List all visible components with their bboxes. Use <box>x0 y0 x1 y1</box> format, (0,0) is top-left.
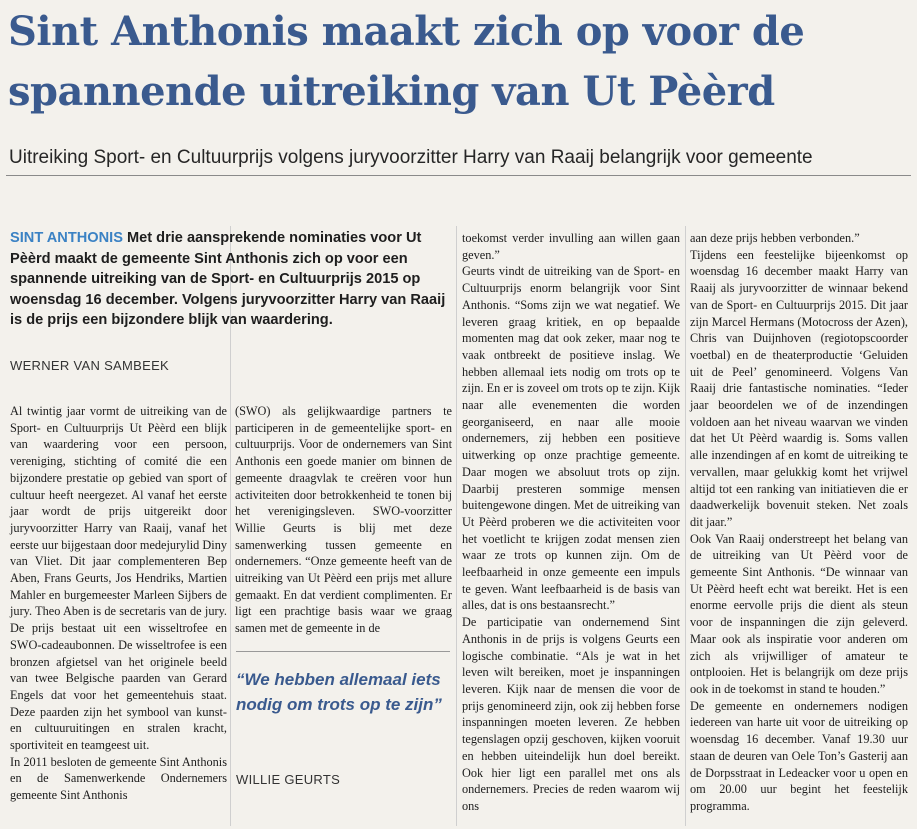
subheadline: Uitreiking Sport- en Cultuurprijs volgens juryvoorzitter Harry van Raaij belangrijk voor gemeente <box>9 147 813 168</box>
column-divider <box>456 226 457 826</box>
paragraph: aan deze prijs hebben verbonden.” <box>690 231 860 245</box>
top-divider <box>6 175 911 176</box>
dateline-place: SINT ANTHONIS <box>10 230 123 246</box>
intro-paragraph <box>10 228 450 331</box>
article-column-4 <box>690 230 908 815</box>
byline: WERNER VAN SAMBEEK <box>10 358 170 373</box>
quote-divider <box>236 651 450 652</box>
column-divider <box>685 226 686 826</box>
paragraph: Tijdens een feestelijke bijeenkomst op woensdag 16 december maakt Harry van Raaij als juryvoorzitter de winnaar bekend van de Sport- en Cultuurprijs 2015. Dit jaar zijn Marcel Hermans (Motocross der Azen), Chris van Duijnhoven (regiotopscoorder voetbal) en de theaterproductie ‘Geluiden uit de Peel’ genomineerd. Volgens Van Raaij drie fantastische nominaties. “Ieder jaar beoordelen we of de inzendingen voldoen aan het niveau waarvan we vinden dat het Ut Pèèrd waardig is. Soms vallen alle inzendingen af en komt de uitreiking te vervallen, maar gelukkig komt het vrijwel altijd tot een ranking van initiatieven die er daadwerkelijk bovenuit steken. Net zoals dit jaar.” <box>690 247 908 529</box>
intro-text: Met drie aansprekende nominaties voor Ut Pèèrd maakt de gemeente Sint Anthonis zich op voor een spannende uitreiking van de Sport- en Cultuurprijs 2015 op woensdag 16 december. Volgens juryvoorzitter Harry van Raaij is de prijs een bijzondere blijk van waardering. <box>10 230 446 329</box>
article-column-2 <box>235 403 452 637</box>
paragraph: Al twintig jaar vormt de uitreiking van de Sport- en Cultuurprijs Ut Pèèrd een blijk van waardering voor een persoon, vereniging, stichting of comité die een bijzondere prestatie op gebied van sport of cultuur heeft neergezet. Al vanaf het eerste jaar wordt de prijs uitgereikt door juryvoorzitter Harry van Raaij, vanaf het eerste uur bijgestaan door medejurylid Diny van Vliet. Dit jaar complementeren Bep Aben, Frans Geurts, Jos Hendriks, Martien Mahler en burgemeester Marleen Sijbers de jury. Theo Aben is de secretaris van de jury. De prijs bestaat uit een wisseltrofee en SWO-cadeaubonnen. De wisseltrofee is een bronzen afgietsel van het originele beeld van twee Belgische paarden van Gerard Engels dat voor het gemeentehuis staat. Deze paarden zijn het symbool van kunst- en cultuuruitingen en stralen kracht, sportiviteit en teamgeest uit. <box>10 404 227 753</box>
paragraph: Geurts vindt de uitreiking van de Sport- en Cultuurprijs enorm belangrijk voor Sint Anthonis. “Soms zijn we wat negatief. We leveren graag kritiek, en op bepaalde momenten mag dat ook zeker, maar nog te vaak ontbreekt de positieve inslag. We hebben allemaal iets nodig om trots op te zijn. En er is zoveel om trots op te zijn. Kijk naar alle evenementen die worden georganiseerd, en naar alle mooie ondernemers, zij hebben een positieve uitwerking op onze prachtige gemeente. Daar mogen we absoluut trots op zijn. Daarbij presteren sommige mensen buitengewone dingen. Met de uitreiking van Ut Pèèrd proberen we die activiteiten voor het voetlicht te krijgen zodat mensen zien waar ze trots op kunnen zijn. Om de leefbaarheid in onze gemeente een impuls te geven. Want leefbaarheid is de basis van alles, dat is ons bestaansrecht.” <box>462 264 680 613</box>
article-column-3 <box>462 230 680 815</box>
pull-quote-attribution: WILLIE GEURTS <box>236 772 341 787</box>
headline <box>8 2 908 122</box>
paragraph: Ook Van Raaij onderstreept het belang van de uitreiking van Ut Pèèrd voor de gemeente Sint Anthonis. “De winnaar van Ut Pèèrd heeft echt wat bereikt. Het is een enorme eervolle prijs die dient als steun voor de inspanningen die zijn geleverd. Maar ook als inspiratie voor anderen om zich als vrijwilliger of amateur te ontplooien. Het is belangrijk om deze prijs ook in de toekomst in stand te houden.” <box>690 531 908 696</box>
paragraph: De gemeente en ondernemers nodigen iedereen van harte uit voor de uitreiking op woensdag 16 december. Vanaf 19.30 uur staan de deuren van Oele Ton’s Gasterij aan de Dorpsstraat in Ledeacker voor u open en om 20.00 uur begint het feestelijk programma. <box>690 698 908 813</box>
headline-line-1: Sint Anthonis maakt zich op voor de <box>8 8 805 55</box>
paragraph: toekomst verder invulling aan willen gaan geven.” <box>462 231 680 262</box>
paragraph: In 2011 besloten de gemeente Sint Anthonis en de Samenwerkende Ondernemers gemeente Sint Anthonis <box>10 754 227 803</box>
headline-line-2: spannende uitreiking van Ut Pèèrd <box>8 68 775 115</box>
paragraph: De participatie van ondernemend Sint Anthonis in de prijs is volgens Geurts een logische combinatie. “Als je wat in het leven wilt bereiken, moet je inspanningen leveren. Kijk naar de mensen die voor de prijs genomineerd zijn, ook zij hebben forse inspanningen moeten leveren. Ze hebben tegenslagen opzij geschoven, kijken vooruit en hebben uiteindelijk hun doel bereikt. Ook hier ligt een parallel met ons als ondernemers. Precies de reden waarom wij ons <box>462 615 680 813</box>
paragraph: (SWO) als gelijkwaardige partners te participeren in de gemeentelijke sport- en cultuurprijs. Voor de ondernemers van Sint Anthonis een goede manier om binnen de gemeente draagvlak te creëren voor hun activiteiten door betrokkenheid te tonen bij het verenigingsleven. SWO-voorzitter Willie Geurts is blij met deze samenwerking tussen gemeente en ondernemers. “Onze gemeente heeft van de uitreiking van Ut Pèèrd een prijs met allure gemaakt. En dat verdient complimenten. Er ligt een prachtige basis waar we graag samen met de gemeente in de <box>235 404 452 636</box>
pull-quote: “We hebben allemaal iets nodig om trots op te zijn” <box>236 670 442 714</box>
article-column-1 <box>10 403 227 804</box>
